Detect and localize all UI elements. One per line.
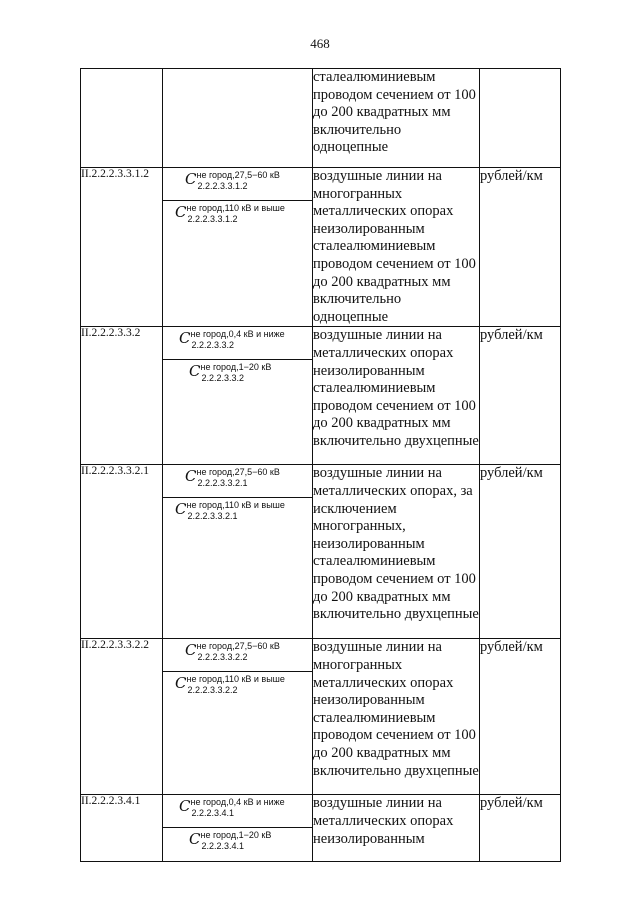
symbol-subscript: 2.2.2.3.4.1 — [201, 840, 245, 851]
symbol-superscript: не город,110 кВ и выше — [186, 500, 285, 511]
row-code: II.2.2.2.3.3.2.1 — [81, 465, 163, 639]
symbol-superscript: не город,110 кВ и выше — [186, 203, 285, 213]
symbol-cell — [163, 795, 313, 862]
row-code: II.2.2.2.3.3.2 — [81, 327, 163, 465]
table-row — [81, 795, 561, 862]
row-description: воздушные линии на металлических опорах неизолированным — [313, 795, 480, 862]
table-row — [81, 465, 561, 639]
row-code: II.2.2.2.3.3.1.2 — [81, 168, 163, 327]
symbol-cell — [163, 465, 313, 639]
symbol-superscript: не город,1−20 кВ — [200, 830, 272, 841]
page-number: 468 — [310, 36, 330, 51]
row-code: II.2.2.2.3.3.2.2 — [81, 639, 163, 795]
row-description: воздушные линии на многогранных металлических опорах неизолированным сталеалюминиевым проводом сечением от 100 до 200 квадратных мм включительно одноцепные — [313, 168, 480, 327]
symbol-superscript: не город,27,5−60 кВ — [196, 467, 280, 478]
tariff-symbol: C не город,110 кВ и выше 2.2.2.3.3.2.1 — [175, 500, 285, 521]
row-unit: рублей/км — [480, 639, 561, 795]
tariff-symbol: C не город,110 кВ и выше 2.2.2.3.3.2.2 — [175, 674, 285, 695]
tariff-symbol: C не город,27,5−60 кВ 2.2.2.3.3.2.2 — [163, 639, 312, 672]
row-description: сталеалюминиевым проводом сечением от 100 до 200 квадратных мм включительно одноцепные — [313, 69, 480, 168]
symbol-subscript: 2.2.2.3.3.2.2 — [187, 684, 238, 695]
symbol-subscript: 2.2.2.3.3.1.2 — [197, 180, 248, 191]
row-code — [81, 69, 163, 168]
symbol-cell — [163, 327, 313, 465]
row-unit: рублей/км — [480, 795, 561, 862]
symbol-subscript: 2.2.2.3.3.2.1 — [197, 477, 248, 488]
row-code: II.2.2.2.3.4.1 — [81, 795, 163, 862]
tariff-symbol: C не город,1−20 кВ 2.2.2.3.3.2 — [189, 362, 272, 383]
row-description: воздушные линии на многогранных металлических опорах неизолированным сталеалюминиевым проводом сечением от 100 до 200 квадратных мм включительно двухцепные — [313, 639, 480, 795]
row-unit: рублей/км — [480, 465, 561, 639]
symbol-superscript: не город,27,5−60 кВ — [196, 170, 280, 180]
symbol-subscript: 2.2.2.3.3.2.1 — [187, 510, 238, 521]
row-description: воздушные линии на металлических опорах, за исключением многогранных, неизолированным сталеалюминиевым проводом сечением от 100 до 200 квадратных мм включительно двухцепные — [313, 465, 480, 639]
symbol-superscript: не город,110 кВ и выше — [186, 674, 285, 685]
table-row — [81, 639, 561, 795]
symbol-subscript: 2.2.2.3.4.1 — [191, 807, 235, 818]
table-row — [81, 168, 561, 327]
tariff-symbol: C не город,0,4 кВ и ниже 2.2.2.3.3.2 — [163, 327, 312, 360]
symbol-superscript: не город,27,5−60 кВ — [196, 641, 280, 652]
symbol-subscript: 2.2.2.3.3.2 — [201, 372, 245, 383]
symbol-cell — [163, 69, 313, 168]
symbol-superscript: не город,0,4 кВ и ниже — [190, 329, 285, 340]
row-unit: рублей/км — [480, 327, 561, 465]
tariff-symbol: C не город,0,4 кВ и ниже 2.2.2.3.4.1 — [163, 795, 312, 828]
table-row — [81, 327, 561, 465]
symbol-subscript: 2.2.2.3.3.2 — [191, 339, 235, 350]
tariff-symbol: C не город,27,5−60 кВ 2.2.2.3.3.2.1 — [163, 465, 312, 498]
symbol-subscript: 2.2.2.3.3.2.2 — [197, 651, 248, 662]
table-row — [81, 69, 561, 168]
row-unit — [480, 69, 561, 168]
row-unit: рублей/км — [480, 168, 561, 327]
symbol-cell — [163, 168, 313, 327]
symbol-superscript: не город,0,4 кВ и ниже — [190, 797, 285, 808]
tariff-symbol: C не город,1−20 кВ 2.2.2.3.4.1 — [189, 830, 272, 851]
symbol-subscript: 2.2.2.3.3.1.2 — [187, 213, 238, 224]
row-description: воздушные линии на металлических опорах неизолированным сталеалюминиевым проводом сечением от 100 до 200 квадратных мм включительно двухцепные — [313, 327, 480, 465]
tariff-symbol: C не город,110 кВ и выше 2.2.2.3.3.1.2 — [175, 203, 285, 224]
symbol-superscript: не город,1−20 кВ — [200, 362, 272, 373]
tariff-symbol: C не город,27,5−60 кВ 2.2.2.3.3.1.2 — [163, 168, 312, 201]
symbol-cell — [163, 639, 313, 795]
rates-table — [80, 68, 561, 862]
